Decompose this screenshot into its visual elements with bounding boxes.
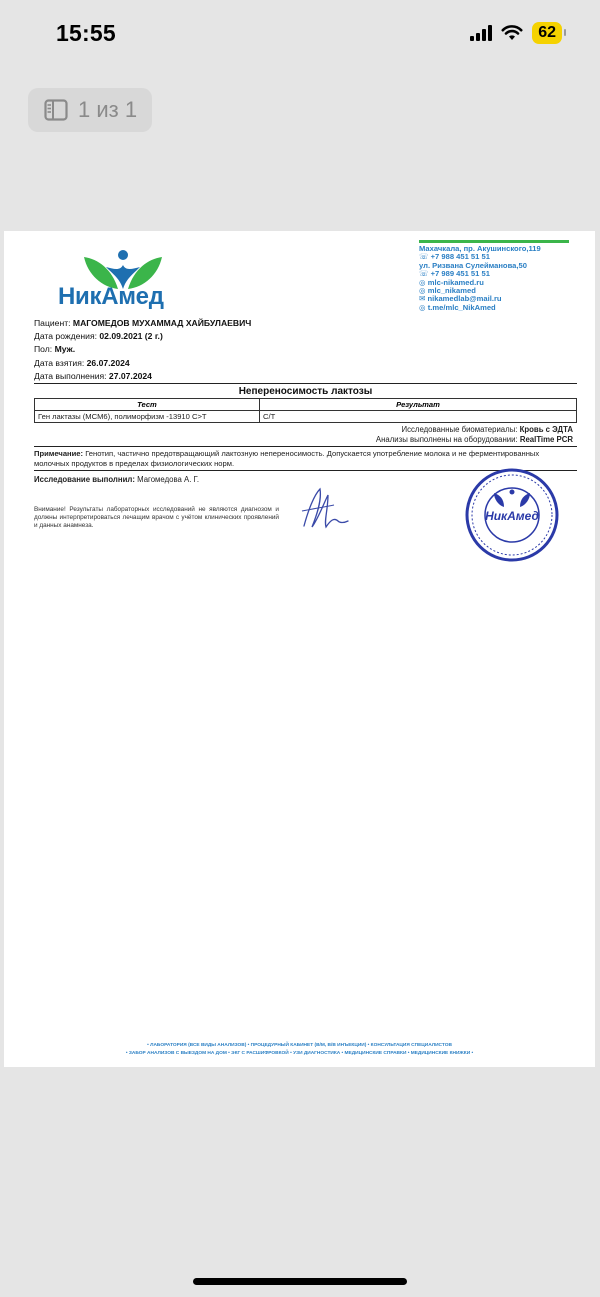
section-title: Непереносимость лактозы — [238, 386, 373, 397]
biomaterial-value: Кровь с ЭДТА — [519, 425, 573, 434]
contact-line: ☏ +7 988 451 51 51 — [419, 252, 490, 262]
contact-line: ◎ mlc-nikamed.ru — [419, 277, 484, 287]
taken-value: 26.07.2024 — [86, 357, 130, 368]
footer-line: • ЛАБОРАТОРИЯ (ВСЕ ВИДЫ АНАЛИЗОВ) • ПРОЦЕДУРНЫЙ КАБИНЕТ (В/М, В/В ИНЪЕКЦИИ) • КОНСУЛЬТАЦИЯ СПЕЦИАЛИСТОВ — [147, 1043, 452, 1048]
performed-by — [34, 475, 199, 484]
done-value: 27.07.2024 — [108, 370, 152, 381]
status-icons — [470, 22, 562, 44]
sex-value: Муж. — [54, 344, 76, 355]
footer — [4, 1042, 595, 1058]
note — [34, 449, 554, 468]
document-page[interactable] — [4, 231, 595, 1067]
sidebar-icon — [44, 99, 68, 121]
footer-line: • ЗАБОР АНАЛИЗОВ С ВЫЕЗДОМ НА ДОМ • ЭКГ С РАСШИФРОВКОЙ • УЗИ ДИАГНОСТИКА • МЕДИЦИНСКИЕ СПРАВКИ • МЕДИЦИНСКИЕ КНИЖКИ • — [125, 1051, 474, 1056]
results-table — [34, 398, 577, 423]
meta-block — [376, 425, 573, 445]
column-header: Результат — [260, 399, 577, 411]
signature-icon — [294, 481, 354, 541]
performed-name: Магомедова А. Г. — [137, 475, 199, 484]
performed-label: Исследование выполнил: — [34, 475, 135, 484]
home-indicator[interactable] — [193, 1278, 407, 1285]
dob-label: Дата рождения: — [34, 331, 98, 342]
patient-info — [34, 317, 251, 383]
done-label: Дата выполнения: — [34, 370, 107, 381]
sex-label: Пол: — [34, 344, 53, 355]
contact-line: ул. Ризвана Сулейманова,50 — [419, 260, 527, 270]
column-header: Тест — [35, 399, 260, 411]
stamp — [464, 467, 560, 563]
contact-line: ☏ +7 989 451 51 51 — [419, 269, 490, 279]
divider — [34, 383, 577, 384]
note-label: Примечание: — [34, 449, 84, 458]
table-row — [35, 411, 577, 423]
stamp-text: НикАмед — [485, 509, 539, 523]
contact-line: ◎ t.me/mlc_NikAmed — [419, 302, 496, 312]
table-cell: Ген лактазы (MCM6), полиморфизм -13910 C>T — [35, 411, 260, 423]
biomaterial-label: Исследованные биоматериалы: — [401, 425, 518, 434]
taken-label: Дата взятия: — [34, 357, 85, 368]
patient-name: МАГОМЕДОВ МУХАММАД ХАЙБУЛАЕВИЧ — [72, 318, 252, 328]
contact-line: Махачкала, пр. Акушинского,119 — [419, 244, 541, 253]
equipment-value: RealTime PCR — [519, 435, 573, 445]
contacts-block — [419, 240, 569, 312]
contact-line: ◎ mlc_nikamed — [419, 286, 476, 296]
table-cell: C/T — [260, 411, 577, 423]
equipment-label: Анализы выполнены на оборудовании: — [375, 435, 518, 445]
wifi-icon — [501, 25, 523, 41]
battery-indicator: 62 — [532, 22, 562, 44]
patient-name-label: Пациент: — [34, 318, 71, 328]
warning-text: Внимание! Результаты лабораторных исследований не являются диагнозом и должны интерпретироваться лечащим врачом с учётом клинических проявлений и данных анамнеза. — [34, 506, 279, 530]
note-text: Генотип, частично предотвращающий лактозную непереносимость. Допускается употребление молока и не ферментированных молочных продуктов в пределах физиологических норм. — [34, 449, 540, 468]
status-time: 15:55 — [56, 20, 116, 46]
dob-value: 02.09.2021 (2 г.) — [99, 331, 163, 342]
logo-text: НикАмед — [58, 283, 164, 310]
contact-line: ✉ nikamedlab@mail.ru — [419, 294, 502, 304]
page-counter-label: 1 из 1 — [78, 97, 138, 122]
page-counter-button[interactable] — [28, 88, 152, 132]
divider — [34, 446, 577, 447]
cellular-signal-icon — [470, 25, 492, 41]
